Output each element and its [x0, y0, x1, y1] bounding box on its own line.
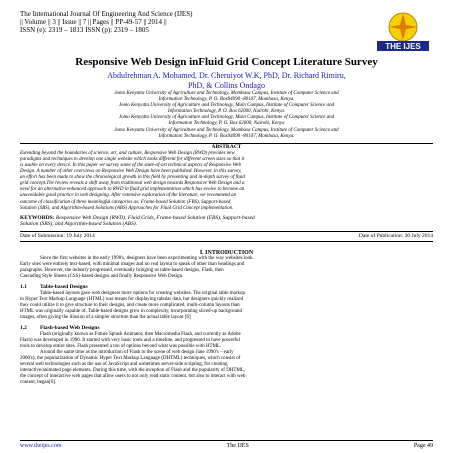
- journal-volume: || Volume || 3 || Issue || 7 || Pages || PP-49-57 || 2014 ||: [20, 18, 167, 27]
- footer-journal: The IJES: [226, 443, 249, 449]
- subsection-number: 1.2: [20, 325, 27, 332]
- abstract-text: [20, 151, 433, 212]
- keywords-text: Responsive Web Design (RWD), Fluid Grids, Frame-based Solution (FBS), Support-based: [55, 214, 255, 221]
- abstract-line: Design. A number of other overviews on Responsive Web Design have been published. However, in this survey,: [20, 169, 242, 175]
- affiliation-line: Information Technology, P. O. Box94090 -80107, Mombasa, Kenya.: [158, 133, 295, 139]
- paragraph-line: content, began[6].: [20, 380, 57, 386]
- footer-website-link[interactable]: www.theijes.com: [20, 443, 62, 449]
- logo-text: THE IJES: [385, 42, 421, 51]
- journal-issn: ISSN (e): 2319 – 1813 ISSN (p): 2319 – 1805: [20, 26, 149, 35]
- table-designs-paragraph: [20, 291, 433, 321]
- affiliation-line: Jomo Kenyatta University of Agriculture and Technology, Mombasa Campus, Institute of Computer Science and: [114, 127, 339, 133]
- flash-designs-paragraph: [20, 332, 433, 387]
- abstract-line: is usable on every device. In this paper we survey some of the state-of-art technical aspects of Responsive Web: [20, 162, 242, 168]
- paragraph-line: in Hyper Text Markup Language (HTML) was meant for displaying tabular data, but designers quickly realized: [20, 296, 244, 302]
- author-list: [20, 71, 433, 90]
- abstract-line: an effort has been made to show the chronological growth in this field by presenting and in-depth survey of fluid: [20, 175, 245, 181]
- intro-paragraph: [20, 256, 433, 280]
- paper-title: Responsive Web Design inFluid Grid Concept Literature Survey: [75, 56, 378, 68]
- publication-date: Date of Publication: 30 July 2014: [358, 232, 433, 239]
- footer-page-number: Page 49: [413, 443, 433, 449]
- affiliation-line: Information Technology, P. O. Box94090 -80107, Mombasa, Kenya.: [158, 97, 295, 103]
- paragraph-line: they could utilize it to give structure to their designs, and create more complicated, multi-column layouts than: [20, 302, 240, 308]
- paragraph-line: Since the first websites in the early 1990's, designers have been experimenting with the way websites look.: [40, 255, 254, 261]
- paragraph-line: the concept of interactive web pages that allow users to not only read static content, but also to interact with web: [20, 374, 246, 380]
- paragraph-line: tools to develop entire sites. Flash presented a ton of options beyond what was possible with HTML.: [20, 343, 222, 349]
- subsection-number: 1.1: [20, 284, 27, 291]
- affiliation-line: Jomo Kenyatta University of Agriculture and Technology, Mombasa Campus, Institute of Computer Science and: [114, 91, 339, 96]
- paragraph-line: Table-based layouts gave web designers more options for creating websites. The original table markup: [40, 290, 246, 296]
- affiliation-line: Jomo Kenyatta University of Agriculture and Technology, Main Campus, Institute of Computer Science and: [118, 103, 335, 109]
- paragraph-line: Flash (originally known as Future Splash Animator, then Macromedia Flash, and currently as Adobe: [40, 331, 241, 337]
- journal-logo-icon: [375, 10, 431, 52]
- paragraph-line: several web technologies such as the use of JavaScript and sometimes server-side scripting, for creating: [20, 362, 228, 368]
- keywords-line: Solution (SBS), and Algorithm-based Solution (ABS).: [20, 221, 138, 228]
- subsection-title: Table-based Designs: [40, 284, 88, 291]
- section-heading: I. INTRODUCTION: [199, 249, 254, 256]
- abstract-heading: ABSTRACT: [20, 143, 433, 151]
- paragraph-line: Early sites were entirely text-based, with minimal images and no real layout to speak of other than headings and: [20, 261, 245, 267]
- journal-name: The International Journal Of Engineering And Science (IJES): [20, 10, 193, 18]
- page-footer: [20, 440, 433, 449]
- paragraph-line: Flash) was developed in 1996. It started with very basic tools and a timeline, and progressed to have powerful: [20, 337, 240, 343]
- author-line: PhD, & Collins Ondago: [188, 80, 265, 90]
- affiliation-line: Jomo Kenyatta University of Agriculture and Technology, Main Campus, Institute of Computer Science and: [118, 115, 335, 121]
- affiliation-list: [20, 91, 433, 140]
- paragraph-line: interactive/animated page elements. During this time, with the inception of Flash and the popularity of DHTML,: [20, 368, 246, 374]
- abstract-line: paradigms and techniques to develop one single website which looks different for different screen sizes so that it: [20, 156, 245, 162]
- keywords: [20, 215, 433, 228]
- abstract-line: outcome of classification of three meaningful categories as: Frame-based Solution (FBS), Support-based: [20, 199, 231, 205]
- abstract-line: need for an alternative enhanced approach to RWD in fluid grid implementation which has evolve to become an: [20, 187, 245, 193]
- paragraph-line: HTML was originally capable of. Table-based designs grew in complexity, incorporating sliced-up background: [20, 309, 243, 315]
- abstract-line: Solution (SBS), and Algorithm-based Solutions (ABS) Approaches for Fluid Grid Concept implementation.: [20, 205, 234, 211]
- author-line: Abdulrehman A. Mohamed, Dr. Cheruiyot W.K, PhD, Dr. Richard Rimiru,: [107, 71, 346, 80]
- abstract-line: grid concept.The review reveals a shift away from traditional web design towards Responsive Web Design and a: [20, 181, 245, 187]
- paragraph-line: 2000's), the popularization of Dynamic Hyper Text Markup Language (DHTML) techniques, which consist of: [20, 356, 241, 362]
- paragraph-line: paragraphs. However, the industry progressed, eventually bringing us table-based designs, Flash, then: [20, 268, 224, 274]
- submission-date: Date of Submission: 19 July 2014: [20, 232, 95, 239]
- keywords-label: KEYWORDS:: [20, 214, 55, 221]
- paragraph-line: Around the same time as the introduction of Flash to the scene of web design (late 1990's – early: [40, 350, 234, 355]
- affiliation-line: Information Technology, P. O. Box 62000, Nairobi, Kenya.: [167, 109, 286, 115]
- affiliation-line: Information Technology, P. O. Box 62000, Nairobi, Kenya: [168, 121, 285, 127]
- journal-header: [20, 10, 433, 52]
- paragraph-line: images, often giving the illusion of a simpler structure than the actual table layout [6]: [20, 315, 191, 321]
- dates-bar: [20, 231, 433, 242]
- abstract-line: unavoidable good practice in web designing. After extensive exploration of the literature, we recommend an: [20, 193, 237, 199]
- journal-info: [20, 10, 433, 35]
- paragraph-line: Cascading Style Sheets (CSS)-based designs and finally Responsive Web Design.: [20, 274, 184, 280]
- subsection-title: Flash-based Web Designs: [40, 325, 100, 332]
- abstract-line: Extending beyond the boundaries of science, art, and culture, Responsive Web Design (RWD) provides new: [20, 150, 235, 156]
